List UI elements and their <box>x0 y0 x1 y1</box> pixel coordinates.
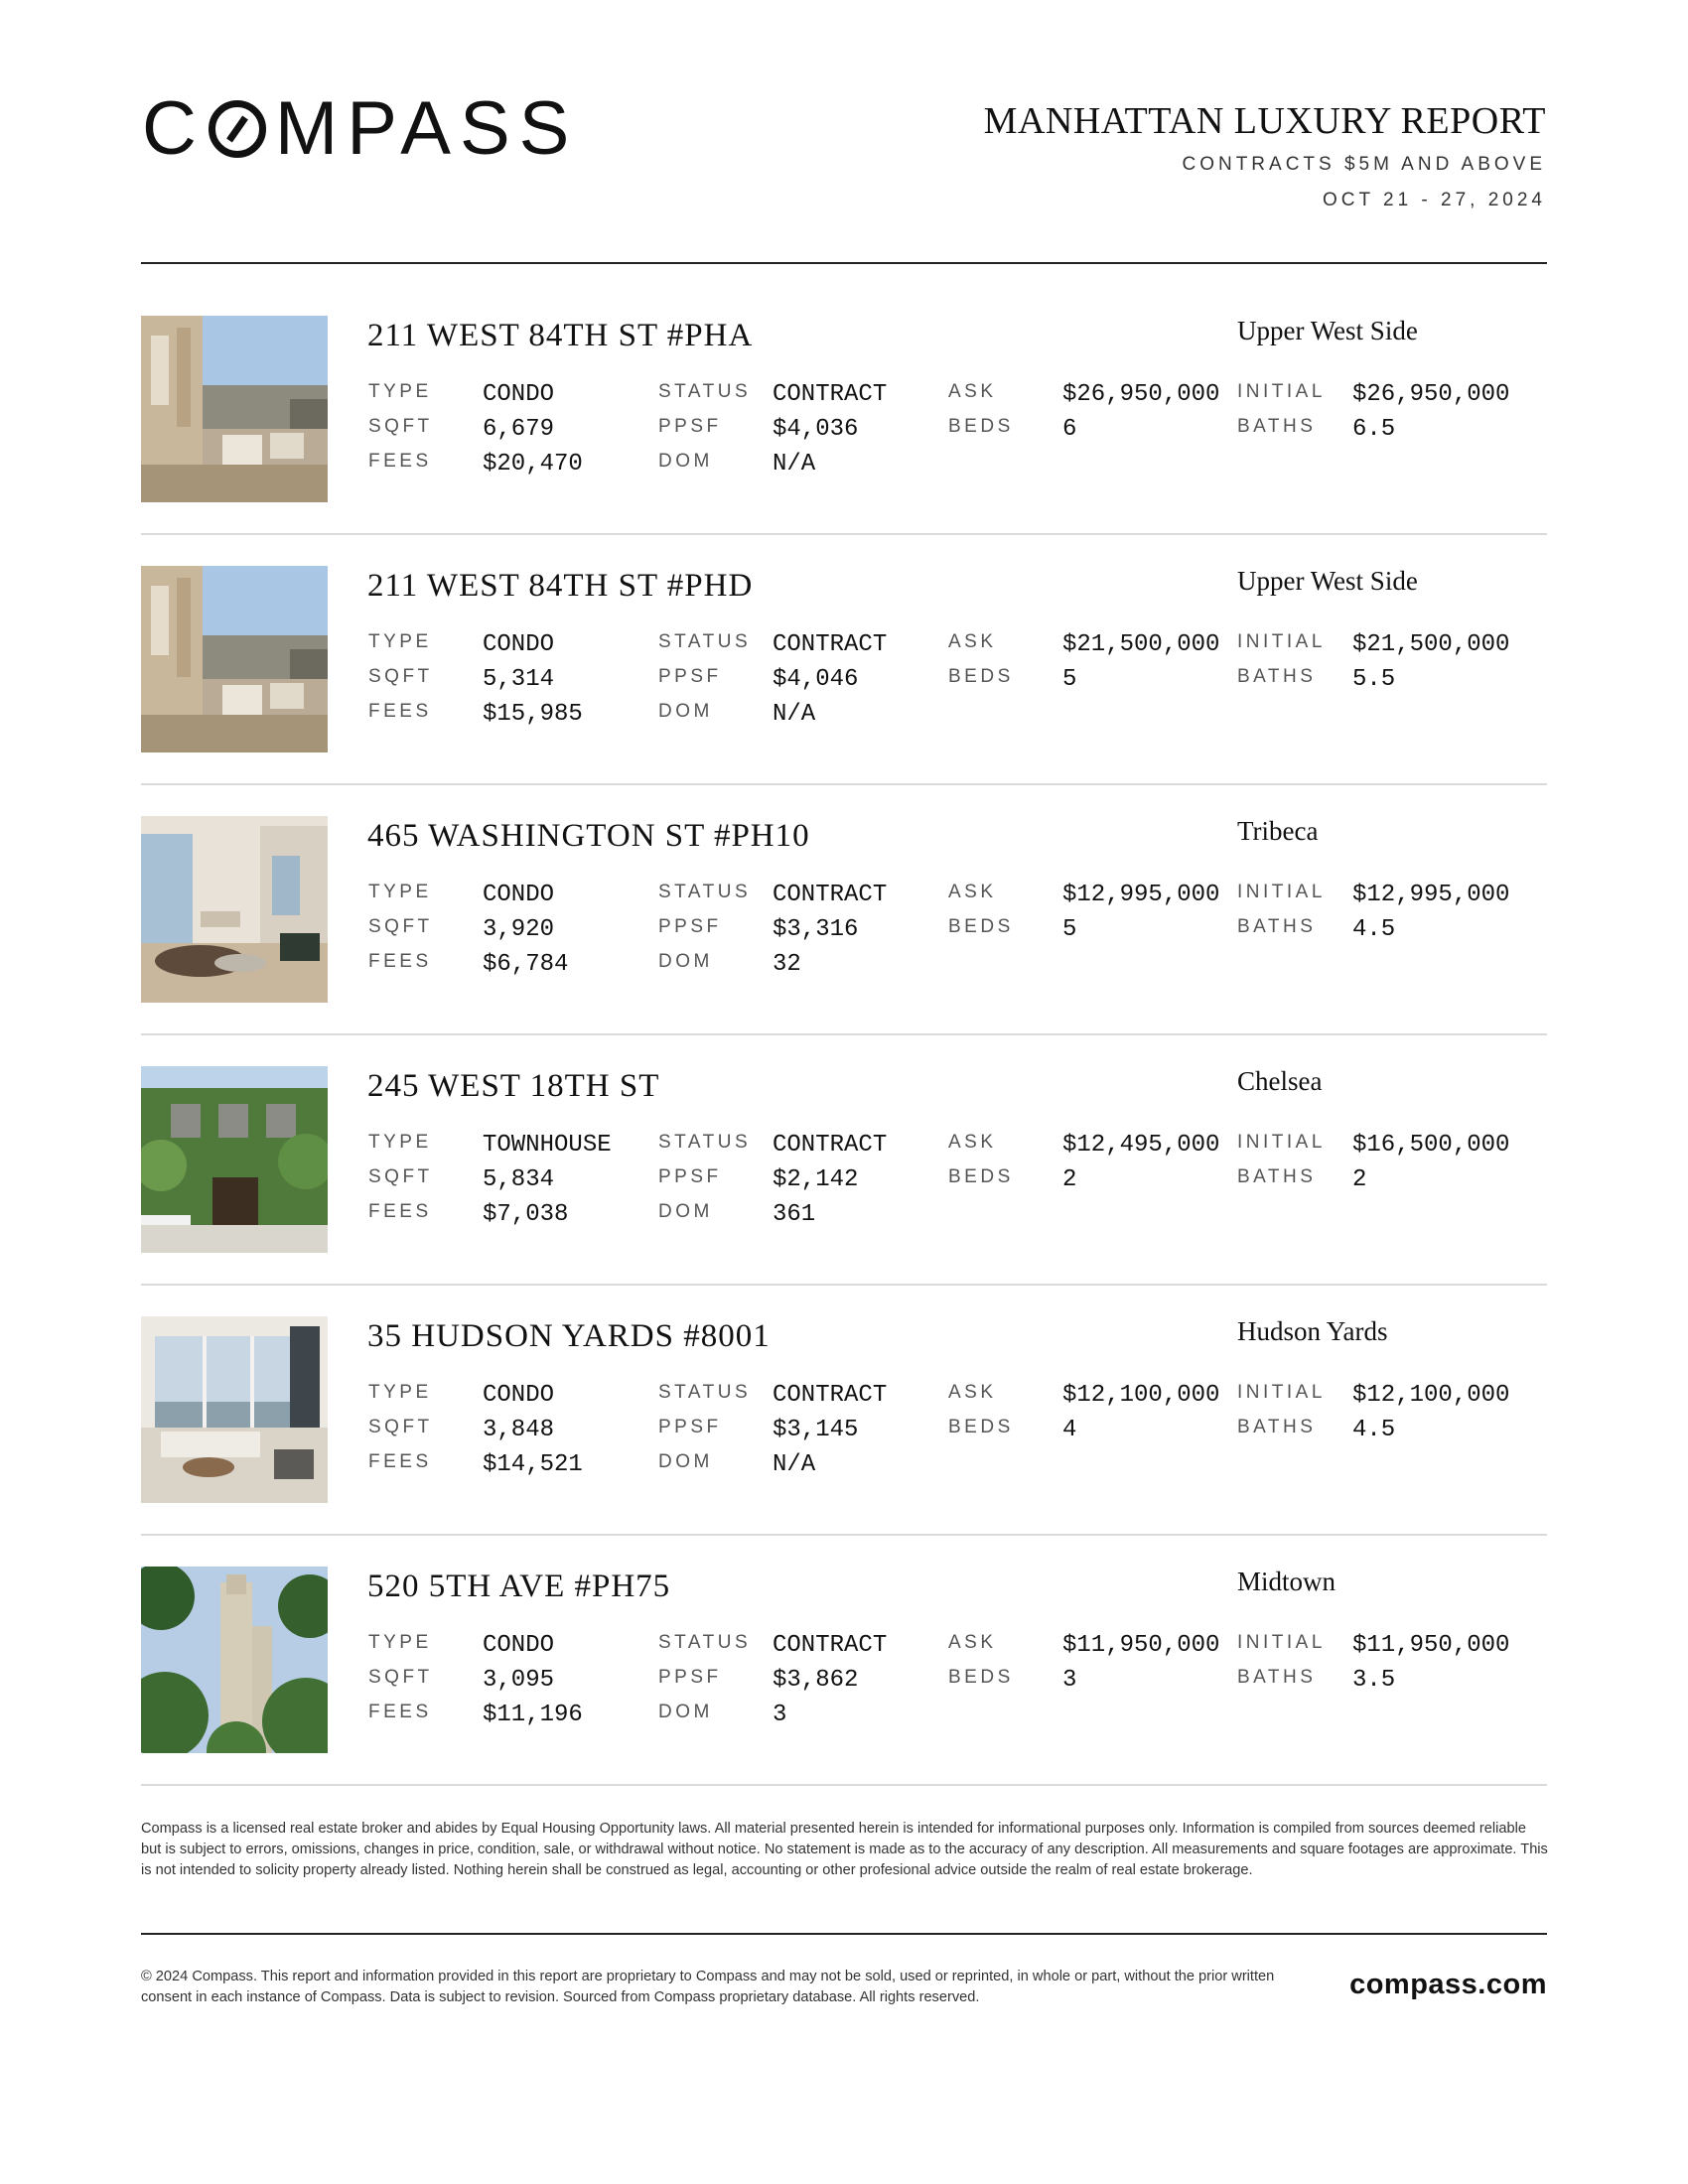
label-type: TYPE <box>368 1632 432 1653</box>
label-baths: BATHS <box>1237 1166 1317 1187</box>
label-ppsf: PPSF <box>658 1667 722 1688</box>
label-initial: INITIAL <box>1237 1632 1326 1653</box>
label-ask: ASK <box>948 381 997 402</box>
value-type: CONDO <box>483 1632 555 1659</box>
listing-neighborhood: Hudson Yards <box>1237 1316 1388 1346</box>
label-baths: BATHS <box>1237 1417 1317 1437</box>
label-ppsf: PPSF <box>658 416 722 437</box>
value-ppsf: $3,862 <box>773 1667 859 1694</box>
value-ppsf: $4,046 <box>773 666 859 693</box>
label-ask: ASK <box>948 882 997 902</box>
value-ask: $21,500,000 <box>1062 631 1220 658</box>
label-beds: BEDS <box>948 1166 1014 1187</box>
label-initial: INITIAL <box>1237 1132 1326 1153</box>
listing-row[interactable] <box>141 816 1547 1066</box>
value-type: CONDO <box>483 381 555 408</box>
value-dom: N/A <box>773 451 816 478</box>
label-type: TYPE <box>368 882 432 902</box>
label-sqft: SQFT <box>368 1417 433 1437</box>
label-type: TYPE <box>368 1132 432 1153</box>
value-status: CONTRACT <box>773 882 888 908</box>
label-ppsf: PPSF <box>658 1417 722 1437</box>
label-baths: BATHS <box>1237 916 1317 937</box>
value-initial: $12,100,000 <box>1352 1382 1510 1409</box>
website-link[interactable]: compass.com <box>1349 1969 1547 2000</box>
label-ppsf: PPSF <box>658 916 722 937</box>
label-dom: DOM <box>658 1702 713 1722</box>
label-dom: DOM <box>658 1201 713 1222</box>
value-initial: $26,950,000 <box>1352 381 1510 408</box>
value-sqft: 3,848 <box>483 1417 555 1443</box>
label-fees: FEES <box>368 1201 432 1222</box>
living-room-photo[interactable] <box>141 816 328 1003</box>
value-dom: 3 <box>773 1702 787 1728</box>
value-initial: $16,500,000 <box>1352 1132 1510 1159</box>
label-type: TYPE <box>368 381 432 402</box>
listing-divider <box>141 783 1547 785</box>
listing-divider <box>141 1534 1547 1536</box>
disclaimer-text: Compass is a licensed real estate broker and abides by Equal Housing Opportunity laws. All material presented herein is intended for informational purposes only. Information is compiled from sources deemed reliable but is subject to errors, omissions, changes in price, condition, sale, or withdrawal without notice. No statement is made as to the accuracy of any description. All measurements and square footages are approximate. This is not intended to solicity property already listed. Nothing herein shall be construed as legal, accounting or other profesional advice outside the realm of real estate brokerage. <box>141 1821 1548 1878</box>
value-type: CONDO <box>483 882 555 908</box>
value-initial: $11,950,000 <box>1352 1632 1510 1659</box>
value-status: CONTRACT <box>773 381 888 408</box>
value-sqft: 5,834 <box>483 1166 555 1193</box>
value-ask: $26,950,000 <box>1062 381 1220 408</box>
value-ppsf: $3,316 <box>773 916 859 943</box>
value-sqft: 3,095 <box>483 1667 555 1694</box>
label-dom: DOM <box>658 1451 713 1472</box>
value-ppsf: $2,142 <box>773 1166 859 1193</box>
value-fees: $6,784 <box>483 951 569 978</box>
listing-address: 520 5TH AVE #PH75 <box>367 1569 671 1604</box>
label-status: STATUS <box>658 381 752 402</box>
label-status: STATUS <box>658 631 752 652</box>
label-sqft: SQFT <box>368 916 433 937</box>
value-sqft: 5,314 <box>483 666 555 693</box>
label-initial: INITIAL <box>1237 381 1326 402</box>
label-ask: ASK <box>948 1632 997 1653</box>
value-baths: 4.5 <box>1352 1417 1396 1443</box>
value-beds: 4 <box>1062 1417 1077 1443</box>
label-fees: FEES <box>368 1702 432 1722</box>
listing-row[interactable] <box>141 566 1547 816</box>
value-initial: $21,500,000 <box>1352 631 1510 658</box>
listing-neighborhood: Upper West Side <box>1237 316 1418 345</box>
listing-address: 211 WEST 84TH ST #PHD <box>367 568 754 604</box>
value-fees: $20,470 <box>483 451 583 478</box>
listing-divider <box>141 1284 1547 1286</box>
footer-divider <box>141 1933 1547 1935</box>
value-ask: $11,950,000 <box>1062 1632 1220 1659</box>
label-ppsf: PPSF <box>658 1166 722 1187</box>
value-type: CONDO <box>483 1382 555 1409</box>
value-type: CONDO <box>483 631 555 658</box>
skyline-living-photo[interactable] <box>141 1316 328 1503</box>
value-ask: $12,495,000 <box>1062 1132 1220 1159</box>
label-ask: ASK <box>948 1382 997 1403</box>
listing-divider <box>141 1784 1547 1786</box>
value-beds: 5 <box>1062 666 1077 693</box>
value-baths: 2 <box>1352 1166 1367 1193</box>
label-initial: INITIAL <box>1237 1382 1326 1403</box>
copyright-text: © 2024 Compass. This report and information provided in this report are proprietary to Compass and may not be sold, used or reprinted, in whole or part, without the prior written consent in each instance of Compass. Data is subject to revision. Sourced from Compass proprietary database. All rights reserved. <box>141 1969 1275 2005</box>
value-dom: 361 <box>773 1201 816 1228</box>
label-baths: BATHS <box>1237 1667 1317 1688</box>
label-fees: FEES <box>368 1451 432 1472</box>
label-baths: BATHS <box>1237 416 1317 437</box>
listing-divider <box>141 1033 1547 1035</box>
listing-address: 211 WEST 84TH ST #PHA <box>367 318 754 353</box>
label-beds: BEDS <box>948 1417 1014 1437</box>
label-ask: ASK <box>948 631 997 652</box>
label-ppsf: PPSF <box>658 666 722 687</box>
label-sqft: SQFT <box>368 1667 433 1688</box>
compass-logo: C MPASS <box>142 86 579 171</box>
listing-address: 35 HUDSON YARDS #8001 <box>367 1318 771 1354</box>
listing-neighborhood: Chelsea <box>1237 1066 1323 1096</box>
label-dom: DOM <box>658 451 713 472</box>
tower-photo[interactable] <box>141 1567 328 1753</box>
label-status: STATUS <box>658 1632 752 1653</box>
label-status: STATUS <box>658 1382 752 1403</box>
value-ask: $12,995,000 <box>1062 882 1220 908</box>
label-beds: BEDS <box>948 416 1014 437</box>
label-sqft: SQFT <box>368 666 433 687</box>
value-beds: 5 <box>1062 916 1077 943</box>
value-status: CONTRACT <box>773 1132 888 1159</box>
label-dom: DOM <box>658 951 713 972</box>
value-dom: 32 <box>773 951 801 978</box>
listing-address: 465 WASHINGTON ST #PH10 <box>367 818 810 854</box>
value-sqft: 6,679 <box>483 416 555 443</box>
value-status: CONTRACT <box>773 1632 888 1659</box>
label-dom: DOM <box>658 701 713 722</box>
value-beds: 2 <box>1062 1166 1077 1193</box>
listing-row[interactable] <box>141 1316 1547 1567</box>
label-baths: BATHS <box>1237 666 1317 687</box>
value-type: TOWNHOUSE <box>483 1132 612 1159</box>
value-dom: N/A <box>773 701 816 728</box>
ivy-townhouse-photo[interactable] <box>141 1066 328 1253</box>
listing-row[interactable] <box>141 1567 1547 1817</box>
label-status: STATUS <box>658 1132 752 1153</box>
report-subtitle: CONTRACTS $5M AND ABOVE <box>1182 154 1546 175</box>
value-fees: $15,985 <box>483 701 583 728</box>
value-beds: 6 <box>1062 416 1077 443</box>
value-ppsf: $4,036 <box>773 416 859 443</box>
value-fees: $7,038 <box>483 1201 569 1228</box>
label-beds: BEDS <box>948 666 1014 687</box>
compass-logo-o-icon <box>209 100 266 158</box>
listing-row[interactable] <box>141 1066 1547 1316</box>
listing-address: 245 WEST 18TH ST <box>367 1068 660 1104</box>
listing-row[interactable] <box>141 316 1547 566</box>
label-fees: FEES <box>368 701 432 722</box>
label-ask: ASK <box>948 1132 997 1153</box>
value-sqft: 3,920 <box>483 916 555 943</box>
label-fees: FEES <box>368 451 432 472</box>
label-initial: INITIAL <box>1237 631 1326 652</box>
value-ask: $12,100,000 <box>1062 1382 1220 1409</box>
value-baths: 6.5 <box>1352 416 1396 443</box>
value-beds: 3 <box>1062 1667 1077 1694</box>
report-date-range: OCT 21 - 27, 2024 <box>1322 190 1546 210</box>
value-initial: $12,995,000 <box>1352 882 1510 908</box>
label-status: STATUS <box>658 882 752 902</box>
label-initial: INITIAL <box>1237 882 1326 902</box>
value-baths: 5.5 <box>1352 666 1396 693</box>
header-divider <box>141 262 1547 264</box>
report-title: MANHATTAN LUXURY REPORT <box>983 100 1546 142</box>
value-status: CONTRACT <box>773 1382 888 1409</box>
value-fees: $11,196 <box>483 1702 583 1728</box>
label-sqft: SQFT <box>368 416 433 437</box>
terrace-photo[interactable] <box>141 316 328 502</box>
label-beds: BEDS <box>948 1667 1014 1688</box>
terrace-photo[interactable] <box>141 566 328 752</box>
listing-neighborhood: Midtown <box>1237 1567 1336 1596</box>
label-beds: BEDS <box>948 916 1014 937</box>
listing-neighborhood: Upper West Side <box>1237 566 1418 596</box>
value-baths: 3.5 <box>1352 1667 1396 1694</box>
label-sqft: SQFT <box>368 1166 433 1187</box>
label-type: TYPE <box>368 631 432 652</box>
listing-neighborhood: Tribeca <box>1237 816 1319 846</box>
label-type: TYPE <box>368 1382 432 1403</box>
listing-divider <box>141 533 1547 535</box>
value-baths: 4.5 <box>1352 916 1396 943</box>
label-fees: FEES <box>368 951 432 972</box>
value-dom: N/A <box>773 1451 816 1478</box>
value-ppsf: $3,145 <box>773 1417 859 1443</box>
value-fees: $14,521 <box>483 1451 583 1478</box>
value-status: CONTRACT <box>773 631 888 658</box>
